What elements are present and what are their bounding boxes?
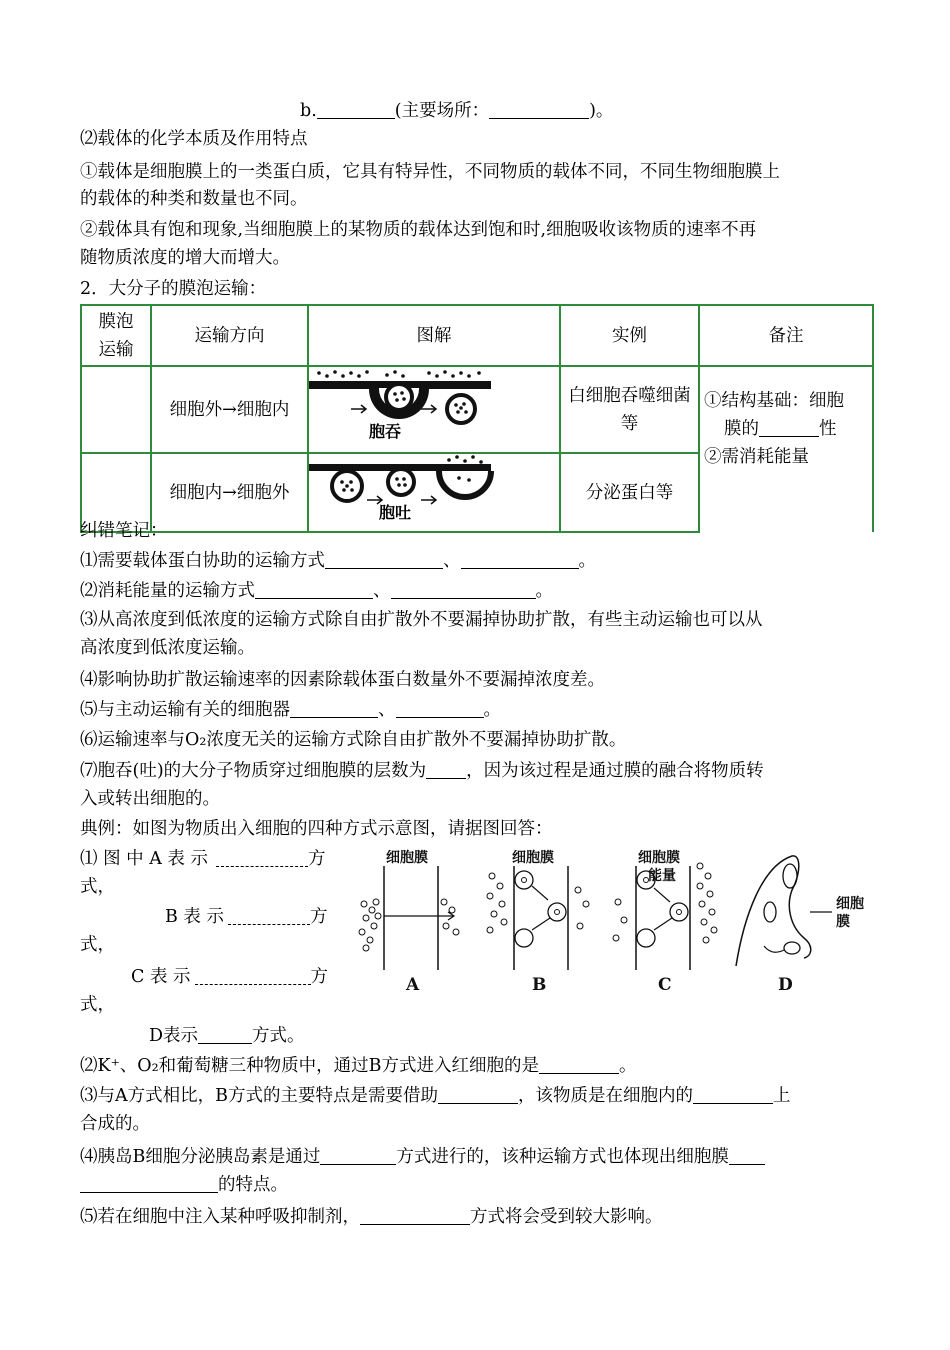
text: 。 (578, 551, 596, 571)
text: 。 (619, 1056, 637, 1076)
header-cell (81, 305, 151, 366)
text: 方 (310, 967, 329, 987)
blank[interactable] (729, 1146, 765, 1165)
note-line-1 (80, 548, 870, 575)
example-cell (560, 366, 699, 453)
note-cell (699, 366, 873, 532)
question-5 (80, 1204, 870, 1231)
text: ⑸若在细胞中注入某种呼吸抑制剂， (80, 1207, 360, 1227)
endocytosis-diagram-cell (308, 366, 560, 453)
label-d: D (778, 975, 793, 995)
membrane-label-a: 细胞膜 (386, 850, 428, 866)
blank[interactable] (228, 906, 310, 925)
text: )。 (589, 101, 614, 121)
blank[interactable] (290, 699, 378, 718)
note-line-2 (80, 578, 870, 605)
direction-cell: 细胞内→细胞外 (151, 453, 308, 532)
text: 上 (773, 1086, 791, 1106)
blank[interactable] (693, 1085, 773, 1104)
example-text: 白细胞吞噬细菌等 (568, 385, 691, 434)
note-line-5 (80, 697, 870, 724)
blank[interactable] (426, 760, 466, 779)
text: ，该物质是在细胞内的 (518, 1086, 693, 1106)
text: ⑶与A方式相比，B方式的主要特点是需要借助 (80, 1086, 438, 1106)
energy-label: 能量 (648, 868, 676, 884)
notes-title: 纠错笔记： (80, 521, 168, 541)
line-4a: ②载体具有饱和现象,当细胞膜上的某物质的载体达到饱和时,细胞吸收该物质的速率不再 (80, 220, 757, 240)
note-line-7a (80, 758, 870, 785)
transport-modes-figure (352, 846, 882, 1006)
membrane-label-c: 细胞膜 (638, 850, 680, 866)
text: 方式。 (252, 1026, 305, 1046)
endocytosis-diagram (309, 367, 559, 443)
text: ⑵K⁺、O₂和葡萄糖三种物质中，通过B方式进入红细胞的是 (80, 1056, 540, 1076)
text: D表示 (149, 1026, 199, 1046)
blank[interactable] (396, 699, 484, 718)
text: 。 (483, 700, 501, 720)
text: ，因为该过程是通过膜的融合将物质转 (466, 761, 764, 781)
text: 方 (307, 849, 326, 869)
example-cell: 分泌蛋白等 (560, 453, 699, 532)
text: b. (300, 101, 317, 121)
note-2 (704, 415, 872, 443)
text: 性 (819, 419, 837, 439)
blank[interactable] (759, 418, 819, 437)
blank[interactable] (461, 550, 579, 569)
blank[interactable] (360, 1206, 470, 1225)
note-3: ②需消耗能量 (704, 447, 809, 467)
header-cell: 实例 (560, 305, 699, 366)
label-b: B (532, 975, 547, 995)
blank[interactable] (255, 580, 373, 599)
text: 方式将会受到较大影响。 (470, 1207, 663, 1227)
line-3b: 的载体的种类和数量也不同。 (80, 189, 308, 209)
section-2-title: 2．大分子的膜泡运输： (80, 279, 267, 299)
blank[interactable] (325, 550, 443, 569)
label-a: A (406, 975, 420, 995)
note-line-3b: 高浓度到低浓度运输。 (80, 638, 255, 658)
header-cell: 运输方向 (151, 305, 308, 366)
note-line-4: ⑷影响协助扩散运输速率的因素除载体蛋白数量外不要漏掉浓度差。 (80, 670, 605, 690)
membrane-label-b: 细胞膜 (512, 850, 554, 866)
text: (主要场所： (394, 101, 490, 121)
text: C 表 示 (131, 967, 191, 987)
question-3a (80, 1083, 870, 1110)
blank[interactable] (195, 966, 311, 985)
exocytosis-label: 胞吐 (379, 503, 412, 522)
text: 方 (310, 907, 328, 927)
header-cell: 图解 (308, 305, 560, 366)
question-1f: 式， (80, 995, 115, 1015)
empty-cell[interactable] (81, 366, 151, 453)
question-1b: 式， (80, 877, 115, 897)
blank[interactable] (216, 848, 308, 867)
question-1a (80, 846, 350, 873)
text: ⑸与主动运输有关的细胞器 (80, 700, 290, 720)
exocytosis-diagram (309, 454, 559, 522)
note-line-7b: 入或转出细胞的。 (80, 789, 220, 809)
line-2: ⑵载体的化学本质及作用特点 (80, 129, 308, 149)
text: ⑵消耗能量的运输方式 (80, 581, 255, 601)
text: 方式进行的，该种运输方式也体现出细胞膜 (396, 1147, 729, 1167)
text: 、 (443, 551, 461, 571)
table-row (81, 366, 873, 453)
blank[interactable] (391, 580, 536, 599)
line-b (300, 98, 800, 125)
header-text: 膜泡运输 (98, 311, 134, 360)
question-1g (149, 1023, 369, 1050)
text: B 表 示 (165, 907, 224, 927)
blank[interactable] (80, 1174, 218, 1193)
blank[interactable] (438, 1085, 518, 1104)
membrane-label-d-2: 膜 (836, 914, 850, 930)
note-line-3a: ⑶从高浓度到低浓度的运输方式除自由扩散外不要漏掉协助扩散，有些主动运输也可以从 (80, 610, 763, 630)
blank[interactable] (489, 100, 589, 119)
text: 、 (373, 581, 391, 601)
table-header-row (81, 305, 873, 366)
blank[interactable] (539, 1055, 619, 1074)
blank[interactable] (320, 1146, 396, 1165)
text: 膜的 (724, 419, 759, 439)
direction-cell: 细胞外→细胞内 (151, 366, 308, 453)
example-intro: 典例：如图为物质出入细胞的四种方式示意图，请据图回答： (80, 819, 553, 839)
question-1e (131, 964, 361, 991)
line-3a: ①载体是细胞膜上的一类蛋白质，它具有特异性，不同物质的载体不同，不同生物细胞膜上 (80, 162, 780, 182)
membrane-label-d-1: 细胞 (836, 896, 864, 912)
line-4b: 随物质浓度的增大而增大。 (80, 248, 290, 268)
question-2 (80, 1053, 870, 1080)
blank[interactable] (317, 100, 395, 119)
note-line-6: ⑹运输速率与O₂浓度无关的运输方式除自由扩散外不要漏掉协助扩散。 (80, 730, 627, 750)
note-1: ①结构基础：细胞 (704, 391, 844, 411)
question-4a (80, 1144, 870, 1171)
text: ⑴ 图 中 A 表 示 (80, 849, 208, 869)
text: 。 (535, 581, 553, 601)
blank[interactable] (198, 1025, 252, 1044)
question-4b (80, 1172, 870, 1199)
text: ⑴需要载体蛋白协助的运输方式 (80, 551, 325, 571)
question-3b: 合成的。 (80, 1114, 150, 1134)
header-cell: 备注 (699, 305, 873, 366)
text: 、 (378, 700, 396, 720)
endocytosis-label: 胞吞 (369, 422, 402, 441)
label-c: C (658, 975, 672, 995)
vesicle-transport-table (80, 304, 874, 533)
question-1c (165, 904, 365, 931)
text: ⑷胰岛B细胞分泌胰岛素是通过 (80, 1147, 321, 1167)
text: ⑺胞吞(吐)的大分子物质穿过细胞膜的层数为 (80, 761, 427, 781)
text: 的特点。 (218, 1175, 288, 1195)
question-1d: 式， (80, 935, 115, 955)
